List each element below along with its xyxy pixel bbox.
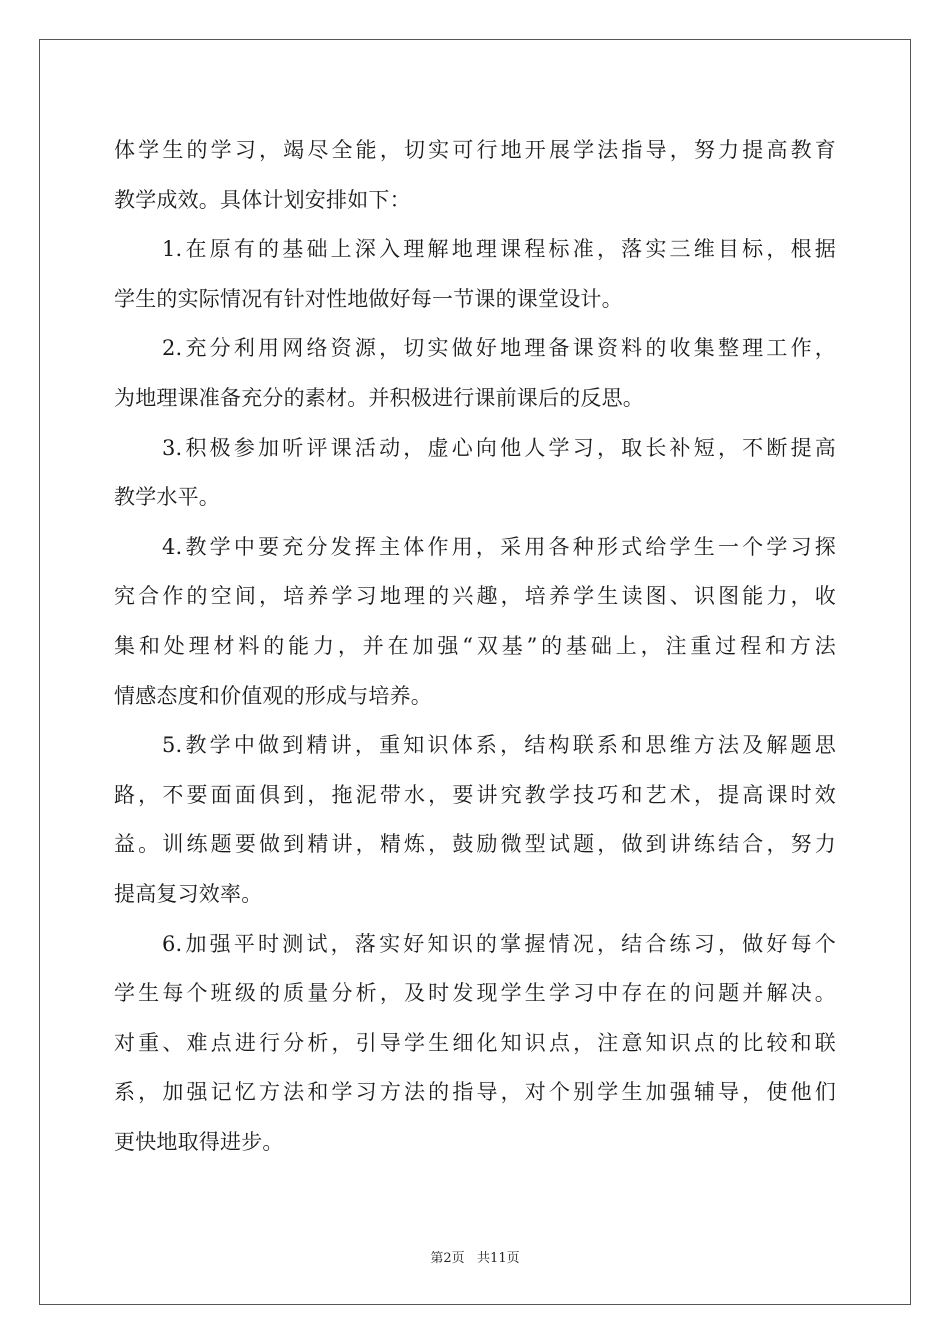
paragraph-first-line: 1.在原有的基础上深入理解地理课程标准，落实三维目标，根据 xyxy=(162,237,836,262)
paragraph-line: 学生每个班级的质量分析，及时发现学生学习中存在的问题并解决。 xyxy=(114,981,836,1006)
paragraph-first-line: 5.教学中做到精讲，重知识体系，结构联系和思维方法及解题思 xyxy=(162,733,836,758)
paragraph-line: 教学成效。具体计划安排如下： xyxy=(114,187,411,212)
paragraph-line: 为地理课准备充分的素材。并积极进行课前课后的反思。 xyxy=(114,385,644,410)
paragraph-line: 教学水平。 xyxy=(114,485,220,510)
paragraph-line: 究合作的空间，培养学习地理的兴趣，培养学生读图、识图能力，收 xyxy=(114,584,836,609)
paragraph-line: 学生的实际情况有针对性地做好每一节课的课堂设计。 xyxy=(114,286,623,311)
paragraph-line: 情感态度和价值观的形成与培养。 xyxy=(114,683,432,708)
paragraph-line: 系，加强记忆方法和学习方法的指导，对个别学生加强辅导，使他们 xyxy=(114,1080,836,1105)
paragraph-first-line: 6.加强平时测试，落实好知识的掌握情况，结合练习，做好每个 xyxy=(162,931,836,956)
paragraph-line: 对重、难点进行分析，引导学生细化知识点，注意知识点的比较和联 xyxy=(114,1030,836,1055)
paragraph-first-line: 4.教学中要充分发挥主体作用，采用各种形式给学生一个学习探 xyxy=(162,534,836,559)
paragraph-line: 益。训练题要做到精讲，精炼，鼓励微型试题，做到讲练结合，努力 xyxy=(114,832,836,857)
paragraph-line: 体学生的学习，竭尽全能，切实可行地开展学法指导，努力提高教育 xyxy=(114,138,836,162)
paragraph-line: 更快地取得进步。 xyxy=(114,1129,284,1154)
paragraph-line: 提高复习效率。 xyxy=(114,881,263,906)
paragraph-line: 路，不要面面俱到，拖泥带水，要讲究教学技巧和艺术，提高课时效 xyxy=(114,782,836,807)
document-body xyxy=(114,126,836,1167)
paragraph-line: 集和处理材料的能力，并在加强“双基”的基础上，注重过程和方法 xyxy=(114,633,836,658)
page-footer: 第2页 共11页 xyxy=(430,1251,520,1266)
paragraph-first-line: 2.充分利用网络资源，切实做好地理备课资料的收集整理工作， xyxy=(162,336,836,361)
paragraph-first-line: 3.积极参加听评课活动，虚心向他人学习，取长补短，不断提高 xyxy=(162,435,836,460)
